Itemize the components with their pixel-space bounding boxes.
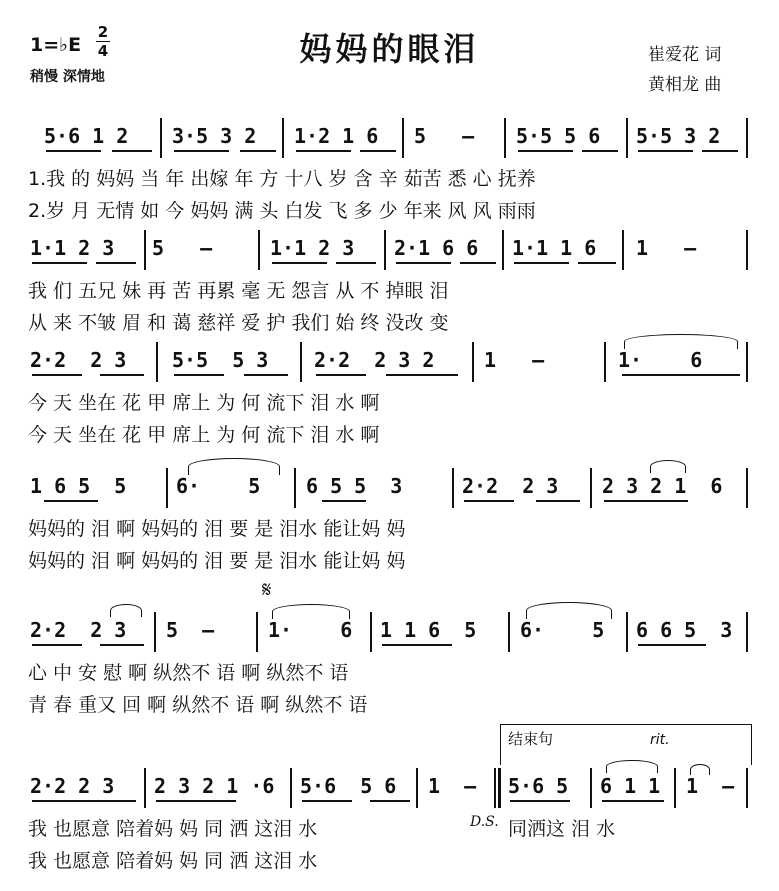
composer-credit: 黄相龙 曲 bbox=[648, 75, 722, 95]
lyric-verse-2: 2.岁 月 无情 如 今 妈妈 满 头 白发 飞 多 少 年来 风 风 雨雨 bbox=[28, 200, 536, 222]
notes-line: 2·2 2 3 5·5 5 3 2·2 2 3 2 1 – 1· 6 bbox=[0, 342, 779, 382]
song-title: 妈妈的眼泪 bbox=[299, 30, 480, 68]
notes-line: 1·1 2 3 5 – 1·1 2 3 2·1 6 6 1·1 1 6 1 – bbox=[0, 230, 779, 270]
lyric-verse-1: 妈妈的 泪 啊 妈妈的 泪 要 是 泪水 能让妈 妈 bbox=[28, 518, 406, 540]
dal-segno-mark: D.S. bbox=[470, 814, 499, 830]
notes-line: 1 6 5 5 6· 5 6 5 5 3 2·2 2 3 2 3 2 1 6 bbox=[0, 468, 779, 508]
lyric-verse-1: 1.我 的 妈妈 当 年 出嫁 年 方 十八 岁 含 辛 茹苦 悉 心 抚养 bbox=[28, 168, 536, 190]
lyric-verse-2: 今 天 坐在 花 甲 席上 为 何 流下 泪 水 啊 bbox=[28, 424, 380, 446]
segno-sign: 𝄋 bbox=[262, 578, 272, 603]
key-signature: 1=♭E bbox=[30, 34, 82, 56]
tempo-marking: 稍慢 深情地 bbox=[30, 69, 105, 85]
ending-label: 结束句 bbox=[508, 730, 554, 748]
lyric-verse-2: 我 也愿意 陪着妈 妈 同 洒 这泪 水 bbox=[28, 850, 318, 872]
time-signature bbox=[96, 24, 110, 59]
ritardando-mark: rit. bbox=[650, 732, 670, 748]
ending-lyric: 同洒这 泪 水 bbox=[508, 818, 616, 840]
lyric-verse-1: 我 也愿意 陪着妈 妈 同 洒 这泪 水 bbox=[28, 818, 318, 840]
notes-line: 5·6 1 2 3·5 3 2 1·2 1 6 5 – 5·5 5 6 5·5 3 2 bbox=[0, 118, 779, 158]
meter-top: 2 bbox=[97, 23, 109, 41]
lyric-verse-2: 从 来 不皱 眉 和 蔼 慈祥 爱 护 我们 始 终 没改 变 bbox=[28, 312, 449, 334]
notes-line: 2·2 2 3 5 – 1· 6 1 1 6 5 6· 5 6 6 5 3 bbox=[0, 612, 779, 652]
meter-bottom: 4 bbox=[97, 42, 109, 60]
lyricist-credit: 崔爱花 词 bbox=[648, 45, 722, 65]
lyric-verse-1: 今 天 坐在 花 甲 席上 为 何 流下 泪 水 啊 bbox=[28, 392, 380, 414]
notes-line: 2·2 2 3 2 3 2 1 ·6 5·6 5 6 1 – 5·6 5 6 1 1 1 – bbox=[0, 768, 779, 808]
lyric-verse-1: 我 们 五兄 妹 再 苦 再累 毫 无 怨言 从 不 掉眼 泪 bbox=[28, 280, 449, 302]
lyric-verse-2: 青 春 重又 回 啊 纵然不 语 啊 纵然不 语 bbox=[28, 694, 368, 716]
lyric-verse-2: 妈妈的 泪 啊 妈妈的 泪 要 是 泪水 能让妈 妈 bbox=[28, 550, 406, 572]
lyric-verse-1: 心 中 安 慰 啊 纵然不 语 啊 纵然不 语 bbox=[28, 662, 349, 684]
